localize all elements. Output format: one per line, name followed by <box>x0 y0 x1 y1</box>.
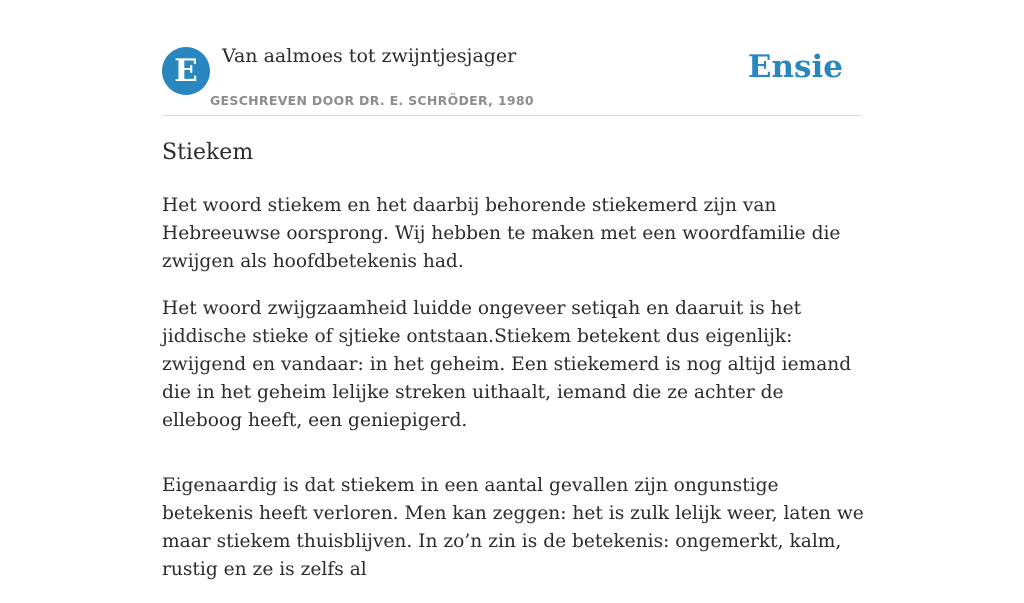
book-title-link[interactable]: Van aalmoes tot zwijntjesjager <box>222 45 517 67</box>
article-title: Stiekem <box>162 140 254 165</box>
article-paragraph: Het woord stiekem en het daarbij behorende stiekemerd zijn van Hebreeuwse oorsprong. Wij hebben te maken met een woordfamilie die zwijgen als hoofdbetekenis had. <box>162 195 841 272</box>
article-paragraph: Eigenaardig is dat stiekem in een aantal gevallen zijn ongunstige betekenis heeft verloren. Men kan zeggen: het is zulk lelijk weer, laten we maar stiekem thuisblijven. In zo’n zin is de betekenis: ongemerkt, kalm, rustig en ze is zelfs al <box>162 475 864 580</box>
ensie-brand-logo[interactable]: Ensie <box>747 49 843 85</box>
article-paragraph: Het woord zwijgzaamheid luidde ongeveer setiqah en daaruit is het jiddische stieke of sjtieke ontstaan.Stiekem betekent dus eigenlijk: zwijgend en vandaar: in het geheim. Een stiekemerd is nog altijd iemand die in het geheim lelijke streken uithaalt, iemand die ze achter de elleboog heeft, een geniepigerd. <box>162 298 852 431</box>
article-body <box>162 192 868 603</box>
book-byline: GESCHREVEN DOOR DR. E. SCHRÖDER, 1980 <box>210 93 534 108</box>
header <box>162 0 862 116</box>
ensie-logo-badge[interactable]: E <box>162 47 210 95</box>
page <box>162 0 864 580</box>
